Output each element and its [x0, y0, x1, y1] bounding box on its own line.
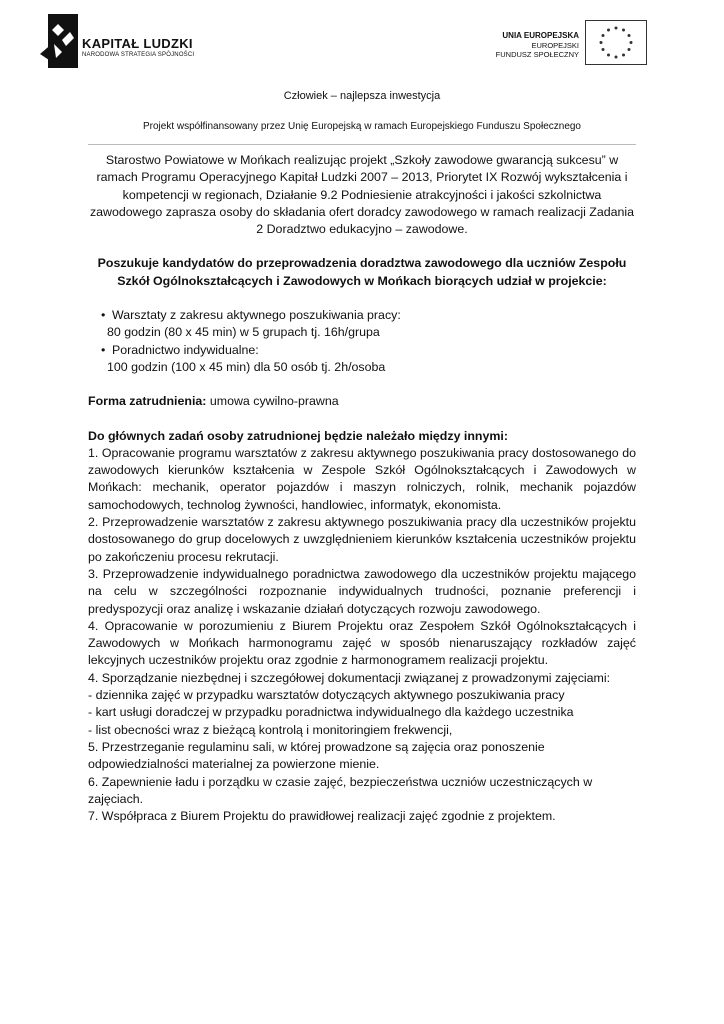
list-item: [88, 342, 636, 359]
bullet-label: Warsztaty z zakresu aktywnego poszukiwania pracy:: [112, 308, 401, 323]
eu-fund-label: [496, 31, 579, 60]
task-item: 1. Opracowanie programu warsztatów z zakresu aktywnego poszukiwania pracy dostosowanego do zawodowych kierunków kształcenia w Zespole Szkół Ogólnokształcących i Zawodowych w Mońkach: mechanik, operator pojazdów i maszyn rolniczych, rolnik, mechanik pojazdów samochodowych, technolog żywności, handlowiec, informatyk, ekonomista.: [88, 445, 636, 512]
task-item: 4. Opracowanie w porozumieniu z Biurem Projektu oraz Zespołem Szkół Ogólnokształcących i Zawodowych w Mońkach harmonogramu zajęć w sposób nienaruszający rozkładów zajęć lekcyjnych uczestników projektu oraz zgodnie z harmonogramem realizacji projektu.: [88, 618, 636, 668]
eu-label-line2: EUROPEJSKI: [531, 40, 579, 50]
kapital-ludzki-logo: [40, 14, 200, 72]
employment-label: Forma zatrudnienia:: [88, 394, 207, 409]
search-heading: Poszukuje kandydatów do przeprowadzenia doradztwa zawodowego dla uczniów Zespołu Szkół Ogólnokształcących i Zawodowych w Mońkach biorących udział w projekcie:: [97, 256, 627, 288]
task-item: 2. Przeprowadzenie warsztatów z zakresu aktywnego poszukiwania pracy dla uczestników projektu dostosowanego do grup docelowych z uwzględnieniem kierunków kształcenia uczestników projektu po zakończeniu procesu rekrutacji.: [88, 515, 636, 564]
cofinancing-note: Projekt współfinansowany przez Unię Europejską w ramach Europejskiego Funduszu Społecznego: [142, 121, 581, 132]
offer-list: [88, 307, 636, 376]
task-subitem: - list obecności wraz z bieżącą kontrolą i monitoringiem frekwencji,: [88, 722, 453, 737]
bullet-icon: •: [101, 342, 106, 357]
eu-label-line1: UNIA EUROPEJSKA: [502, 31, 579, 40]
task-subitem: - kart usługi doradczej w przypadku poradnictwa indywidualnego dla każdego uczestnika: [88, 705, 574, 720]
bullet-detail: 80 godzin (80 x 45 min) w 5 grupach tj. 16h/grupa: [107, 325, 380, 340]
document-body: [88, 152, 636, 825]
kapital-ludzki-emblem-icon: [40, 14, 78, 68]
bullet-icon: •: [101, 308, 106, 323]
bullet-detail: 100 godzin (100 x 45 min) dla 50 osób tj. 2h/osoba: [107, 359, 386, 374]
logo-subtitle: NARODOWA STRATEGIA SPÓJNOŚCI: [82, 52, 195, 58]
eu-flag-icon: [585, 20, 647, 65]
motto: Człowiek – najlepsza inwestycja: [283, 90, 441, 102]
task-item: 5. Przestrzeganie regulaminu sali, w której prowadzone są zajęcia oraz ponoszenie odpowiedzialności materialnej za powierzone mienie.: [88, 739, 545, 772]
tasks-heading: Do głównych zadań osoby zatrudnionej będzie należało między innymi:: [88, 428, 508, 443]
task-subitem: - dziennika zajęć w przypadku warsztatów dotyczących aktywnego poszukiwania pracy: [88, 688, 565, 703]
header-divider: [88, 144, 636, 145]
task-item: 3. Przeprowadzenie indywidualnego poradnictwa zawodowego dla uczestników projektu mającego na celu w szczególności rozpoznanie indywidualnych trudności, poznanie preferencji i predyspozycji oraz analizę i wskazanie działań dotyczących rozwoju zawodowego.: [88, 566, 636, 616]
task-item: 6. Zapewnienie ładu i porządku w czasie zajęć, bezpieczeństwa uczniów uczestniczących w zajęciach.: [88, 774, 593, 806]
list-item: [88, 307, 636, 324]
bullet-label: Poradnictwo indywidualne:: [112, 342, 259, 357]
intro-paragraph: Starostwo Powiatowe w Mońkach realizując projekt „Szkoły zawodowe gwarancją sukcesu” w ramach Programu Operacyjnego Kapitał Ludzki 2007 – 2013, Priorytet IX Rozwój wykształcenia i kompetencji w regionach, Działanie 9.2 Podniesienie atrakcyjności i jakości szkolnictwa zawodowego zaprasza osoby do składania ofert doradcy zawodowego w ramach realizacji Zadania 2 Doradztwo edukacyjno – zawodowe.: [89, 153, 635, 237]
task-item: 4. Sporządzanie niezbędnej i szczegółowej dokumentacji związanej z prowadzonymi zajęciami:: [88, 670, 611, 685]
logo-title: KAPITAŁ LUDZKI: [82, 36, 193, 51]
eu-label-line3: FUNDUSZ SPOŁECZNY: [495, 50, 579, 59]
employment-value: umowa cywilno-prawna: [209, 394, 339, 409]
employment-form: [88, 393, 636, 410]
task-item: 7. Współpraca z Biurem Projektu do prawidłowej realizacji zajęć zgodnie z projektem.: [88, 809, 556, 824]
